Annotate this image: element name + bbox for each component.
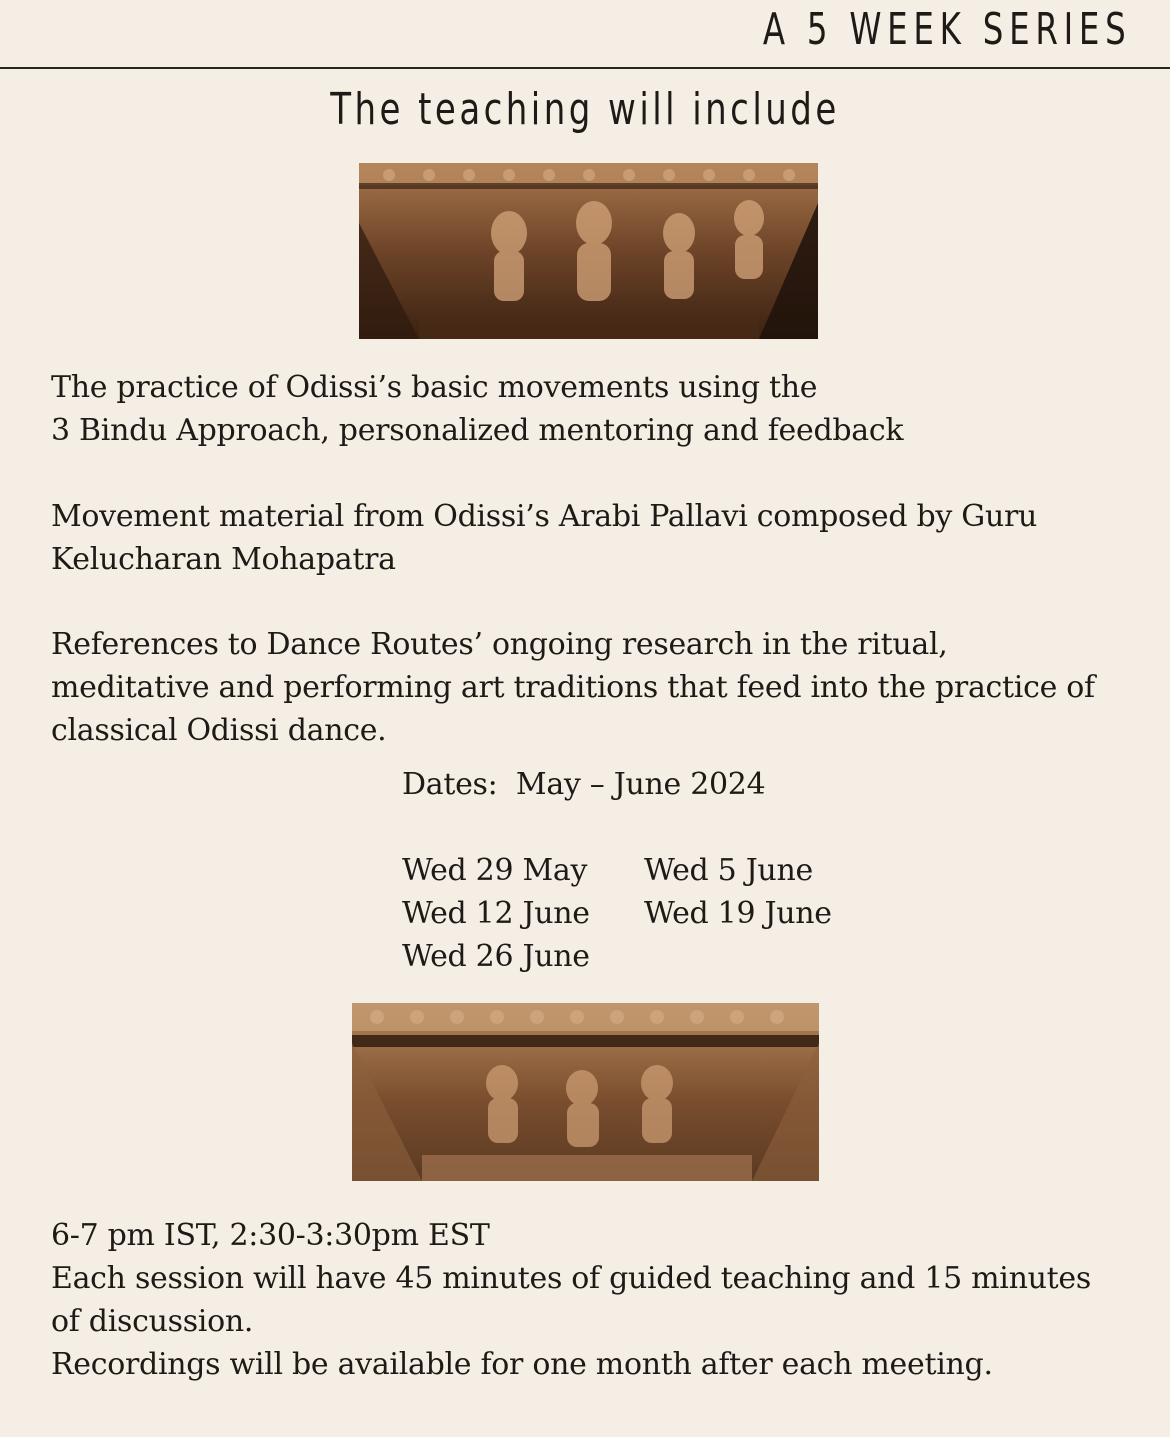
- recordings-note: Recordings will be available for one month after each meeting.: [51, 1347, 993, 1382]
- paragraph-arabi-pallavi: Movement material from Odissi’s Arabi Pallavi composed by Guru Kelucharan Mohapatra: [51, 499, 1038, 577]
- temple-carving-image-bottom: [352, 1003, 819, 1181]
- session-date: Wed 5 June: [644, 853, 813, 888]
- dates-label: Dates: May – June 2024: [402, 767, 766, 802]
- paragraph-basic-movements: The practice of Odissi’s basic movements using the 3 Bindu Approach, personalized mentoring and feedback: [51, 370, 904, 448]
- session-details: [51, 1214, 1131, 1386]
- session-structure: Each session will have 45 minutes of guided teaching and 15 minutes: [51, 1261, 1091, 1296]
- session-date: Wed 19 June: [644, 896, 832, 931]
- session-date: Wed 26 June: [402, 939, 590, 974]
- section-heading: The teaching will include: [330, 84, 840, 135]
- header-divider: [0, 67, 1170, 69]
- session-time: 6-7 pm IST, 2:30-3:30pm EST: [51, 1218, 490, 1253]
- session-structure-cont: of discussion.: [51, 1304, 254, 1339]
- temple-carving-image-top: [359, 163, 818, 339]
- series-title: A 5 WEEK SERIES: [763, 4, 1132, 55]
- session-date: Wed 29 May: [402, 853, 588, 888]
- paragraph-research-references: References to Dance Routes’ ongoing research in the ritual, meditative and performing art traditions that feed into the practice of classical Odissi dance.: [51, 627, 1095, 748]
- session-date: Wed 12 June: [402, 896, 590, 931]
